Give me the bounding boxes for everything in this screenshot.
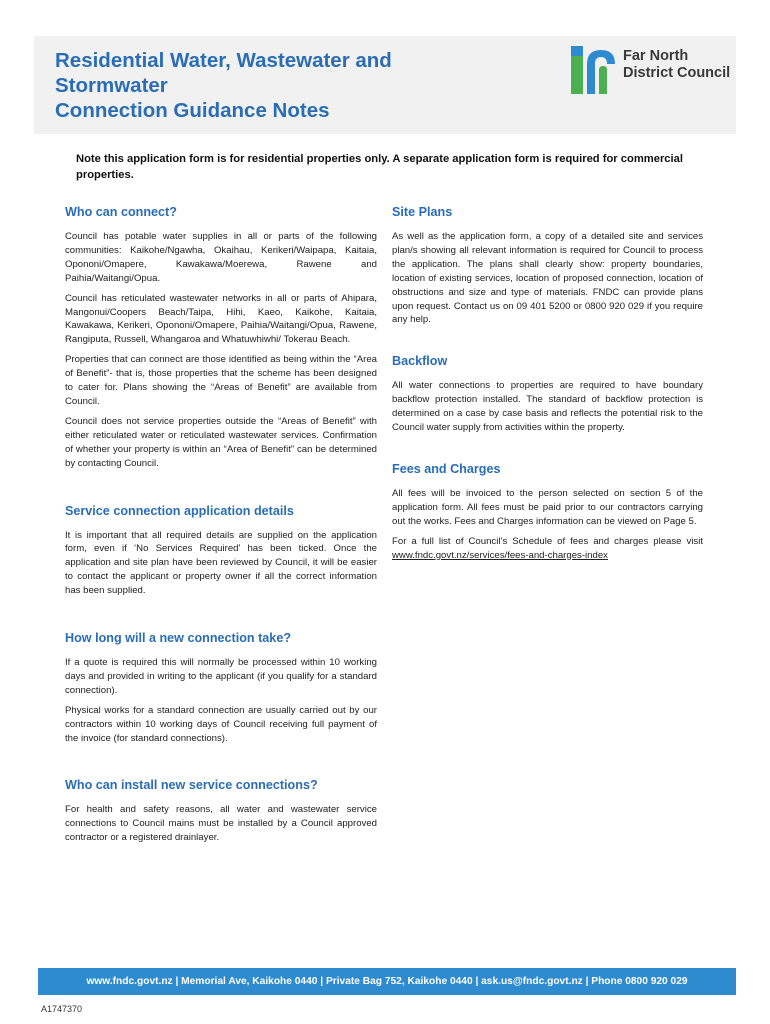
fees-link-paragraph — [392, 535, 703, 563]
fees-charges-link[interactable]: www.fndc.govt.nz/services/fees-and-charges-index — [392, 549, 608, 561]
commercial-note: Note this application form is for residential properties only. A separate application form is required for commercial properties. — [76, 153, 683, 181]
title-line: Residential Water, Wastewater and — [55, 49, 392, 72]
section-title-site-plans: Site Plans — [392, 205, 453, 219]
paragraph: Council does not service properties outside the “Areas of Benefit” with either reticulated water or reticulated wastewater services. Confirmation of whether your property is within an “Area of Benefit” can be determined by contacting Council. — [65, 415, 377, 469]
paragraph: For health and safety reasons, all water and wastewater service connections to Council mains must be installed by a Council approved contractor or a registered drainlayer. — [65, 804, 377, 844]
logo-line: District Council — [623, 65, 731, 81]
paragraph: All water connections to properties are required to have boundary backflow protection installed. The standard of backflow protection is determined on a case by case basis and reflects the potential risk to the Council water supply from activities within the property. — [392, 380, 703, 434]
right-column — [392, 204, 703, 569]
paragraph: Physical works for a standard connection are usually carried out by our contractors within 10 working days of Council receiving full payment of the invoice (for standard connections). — [65, 704, 377, 744]
title-line: Connection Guidance Notes — [55, 99, 330, 122]
left-column — [65, 204, 377, 851]
paragraph: Council has potable water supplies in all or parts of the following communities: Kaikohe/Ngawha, Okaihau, Kerikeri/Waipapa, Kaitaia, Opononi/Omapere, Kawakawa/Moerewa, Rawene and Paihia/Waitangi/Opua. — [65, 231, 377, 284]
paragraph: All fees will be invoiced to the person selected on section 5 of the application form. All fees must be paid prior to our contractors carrying out the works. Fees and Charges information can be viewed on Page 5. — [392, 487, 703, 527]
section-title-how-long: How long will a new connection take? — [65, 631, 292, 646]
paragraph: Council has reticulated wastewater networks in all or parts of Ahipara, Mangonui/Coopers Beach/Taipa, Hihi, Kaeo, Kaikohe, Kaitaia, Kawakawa, Kerikeri, Opononi/Omapere, Paihia/Waitangi/Opua, Rawene, Rangiputa, Russell, Whangaroa and Whatuwhiwhi/ Tokerau Beach. — [65, 292, 377, 346]
title-line: Stormwater — [55, 74, 168, 97]
paragraph: As well as the application form, a copy of a detailed site and services plan/s showing all relevant information is required for Council to process the application. The plans shall clearly show: property boundaries, location of existing services, location of proposed connection, location of obstructions and size and type of materials. FNDC can provide plans upon request. Contact us on 09 401 5200 or 0800 920 029 if you require any help. — [392, 231, 703, 326]
logo-line: Far North — [623, 48, 689, 64]
fndc-logo-icon — [571, 46, 617, 94]
paragraph: Properties that can connect are those identified as being within the “Area of Benefit”- that is, those properties that the scheme has been designed to cater for. Plans showing the “Areas of Benefit” are available from Council. — [65, 354, 377, 407]
document-reference: A1747370 — [41, 1004, 83, 1014]
section-title-backflow: Backflow — [392, 354, 448, 369]
document-header — [34, 36, 736, 134]
logo-text — [623, 48, 730, 82]
fees-link-prefix: For a full list of Council’s Schedule of fees and charges please visit — [392, 535, 703, 547]
section-title-fees: Fees and Charges — [392, 461, 501, 476]
contact-footer: www.fndc.govt.nz | Memorial Ave, Kaikohe 0440 | Private Bag 752, Kaikohe 0440 | ask.us@fndc.govt.nz | Phone 0800 920 029 — [38, 968, 736, 995]
paragraph: It is important that all required details are supplied on the application form, even if ‘No Services Required’ has been ticked. Once the application and site plan have been reviewed by Council, it will be easier to contact the applicant or property owner if all the correct information has been supplied. — [65, 529, 377, 597]
paragraph: If a quote is required this will normally be processed within 10 working days and provided in writing to the applicant (if you qualify for a standard connection). — [65, 657, 377, 696]
section-title-who-can-install: Who can install new service connections? — [65, 778, 318, 793]
section-title-service-connection: Service connection application details — [65, 503, 294, 518]
page-title — [55, 48, 525, 123]
section-title-who-can-connect: Who can connect? — [65, 205, 177, 219]
council-logo — [571, 46, 731, 94]
